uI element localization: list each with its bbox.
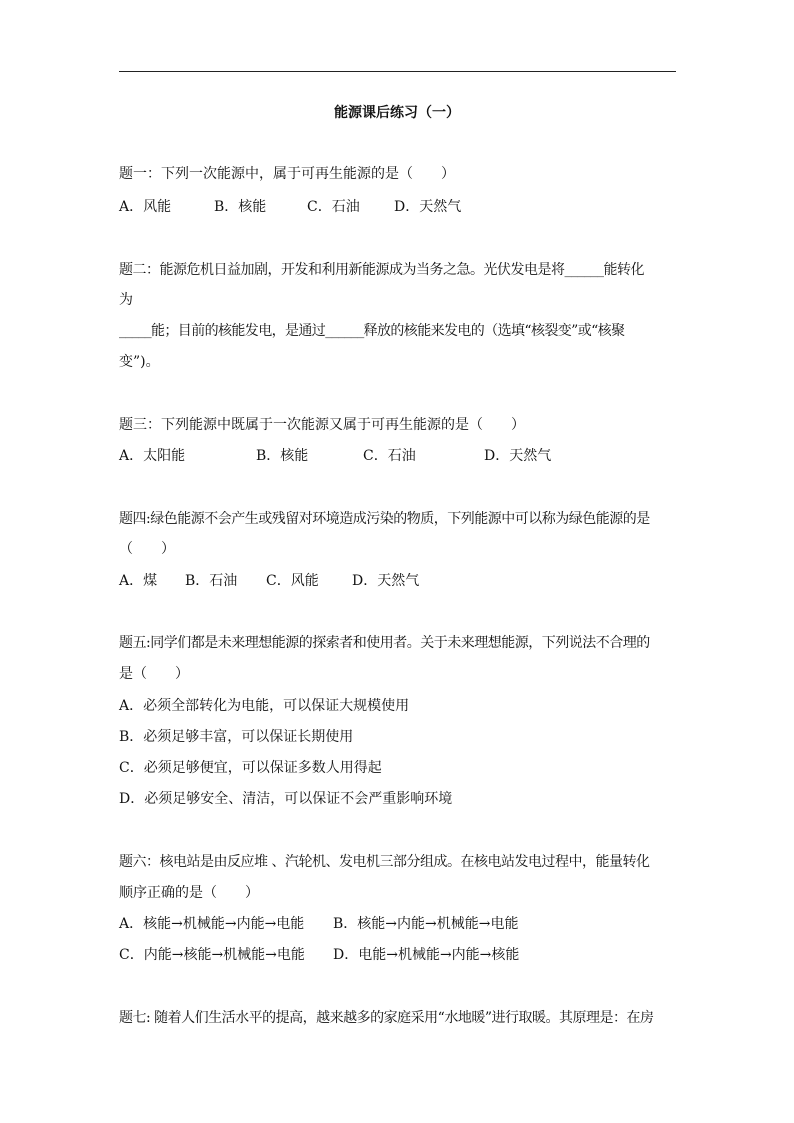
q4-option-c: C．风能 (266, 573, 319, 589)
q3-option-b: B．核能 (256, 448, 309, 464)
q5-option-c: C．必须足够便宜，可以保证多数人用得起 (119, 760, 382, 776)
q3-option-d: D．天然气 (484, 448, 552, 464)
q1-stem: 题一：下列一次能源中，属于可再生能源的是（ ） (119, 166, 455, 182)
q2-line-4: 变”)。 (119, 354, 160, 370)
page-title: 能源课后练习（一） (334, 105, 460, 121)
q5-option-b: B．必须足够丰富，可以保证长期使用 (119, 729, 354, 745)
q1-option-b: B．核能 (214, 199, 267, 215)
q4-line-2: （ ） (119, 541, 175, 557)
header-rule (119, 71, 676, 72)
q5-option-d: D．必须足够安全、清洁，可以保证不会严重影响环境 (119, 791, 453, 807)
q6-line-1: 题六：核电站是由反应堆 、汽轮机、发电机三部分组成。在核电站发电过程中，能量转化 (119, 854, 650, 870)
q2-line-1: 题二：能源危机日益加剧，开发和利用新能源成为当务之急。光伏发电是将______能转化 (119, 262, 644, 278)
q7-line-1: 题七: 随着人们生活水平的提高，越来越多的家庭采用“水地暖”进行取暖。其原理是：在房 (119, 1010, 654, 1026)
q2-line-2: 为 (119, 292, 133, 308)
q6-option-b: B．核能→内能→机械能→电能 (333, 916, 519, 932)
q1-option-c: C．石油 (307, 199, 360, 215)
q4-option-d: D．天然气 (352, 573, 420, 589)
q4-option-b: B．石油 (185, 573, 238, 589)
q5-option-a: A．必须全部转化为电能，可以保证大规模使用 (119, 698, 410, 714)
q6-option-a: A．核能→机械能→内能→电能 (119, 916, 305, 932)
q6-option-d: D．电能→机械能→内能→核能 (333, 947, 520, 963)
q1-option-d: D．天然气 (394, 199, 462, 215)
q6-line-2: 顺序正确的是（ ） (119, 885, 259, 901)
q3-stem: 题三：下列能源中既属于一次能源又属于可再生能源的是（ ） (119, 417, 525, 433)
q6-option-c: C．内能→核能→机械能→电能 (119, 947, 305, 963)
q4-option-a: A．煤 (119, 573, 158, 589)
q5-line-1: 题五:同学们都是未来理想能源的探索者和使用者。关于未来理想能源，下列说法不合理的 (119, 635, 650, 651)
q3-option-a: A．太阳能 (119, 448, 186, 464)
q5-line-2: 是（ ） (119, 666, 189, 682)
q2-line-3: _____能；目前的核能发电，是通过______释放的核能来发电的（选填“核裂变”或“核聚 (119, 323, 625, 339)
q4-line-1: 题四:绿色能源不会产生或残留对环境造成污染的物质，下列能源中可以称为绿色能源的是 (119, 511, 650, 527)
q1-option-a: A．风能 (119, 199, 172, 215)
q3-option-c: C．石油 (363, 448, 416, 464)
